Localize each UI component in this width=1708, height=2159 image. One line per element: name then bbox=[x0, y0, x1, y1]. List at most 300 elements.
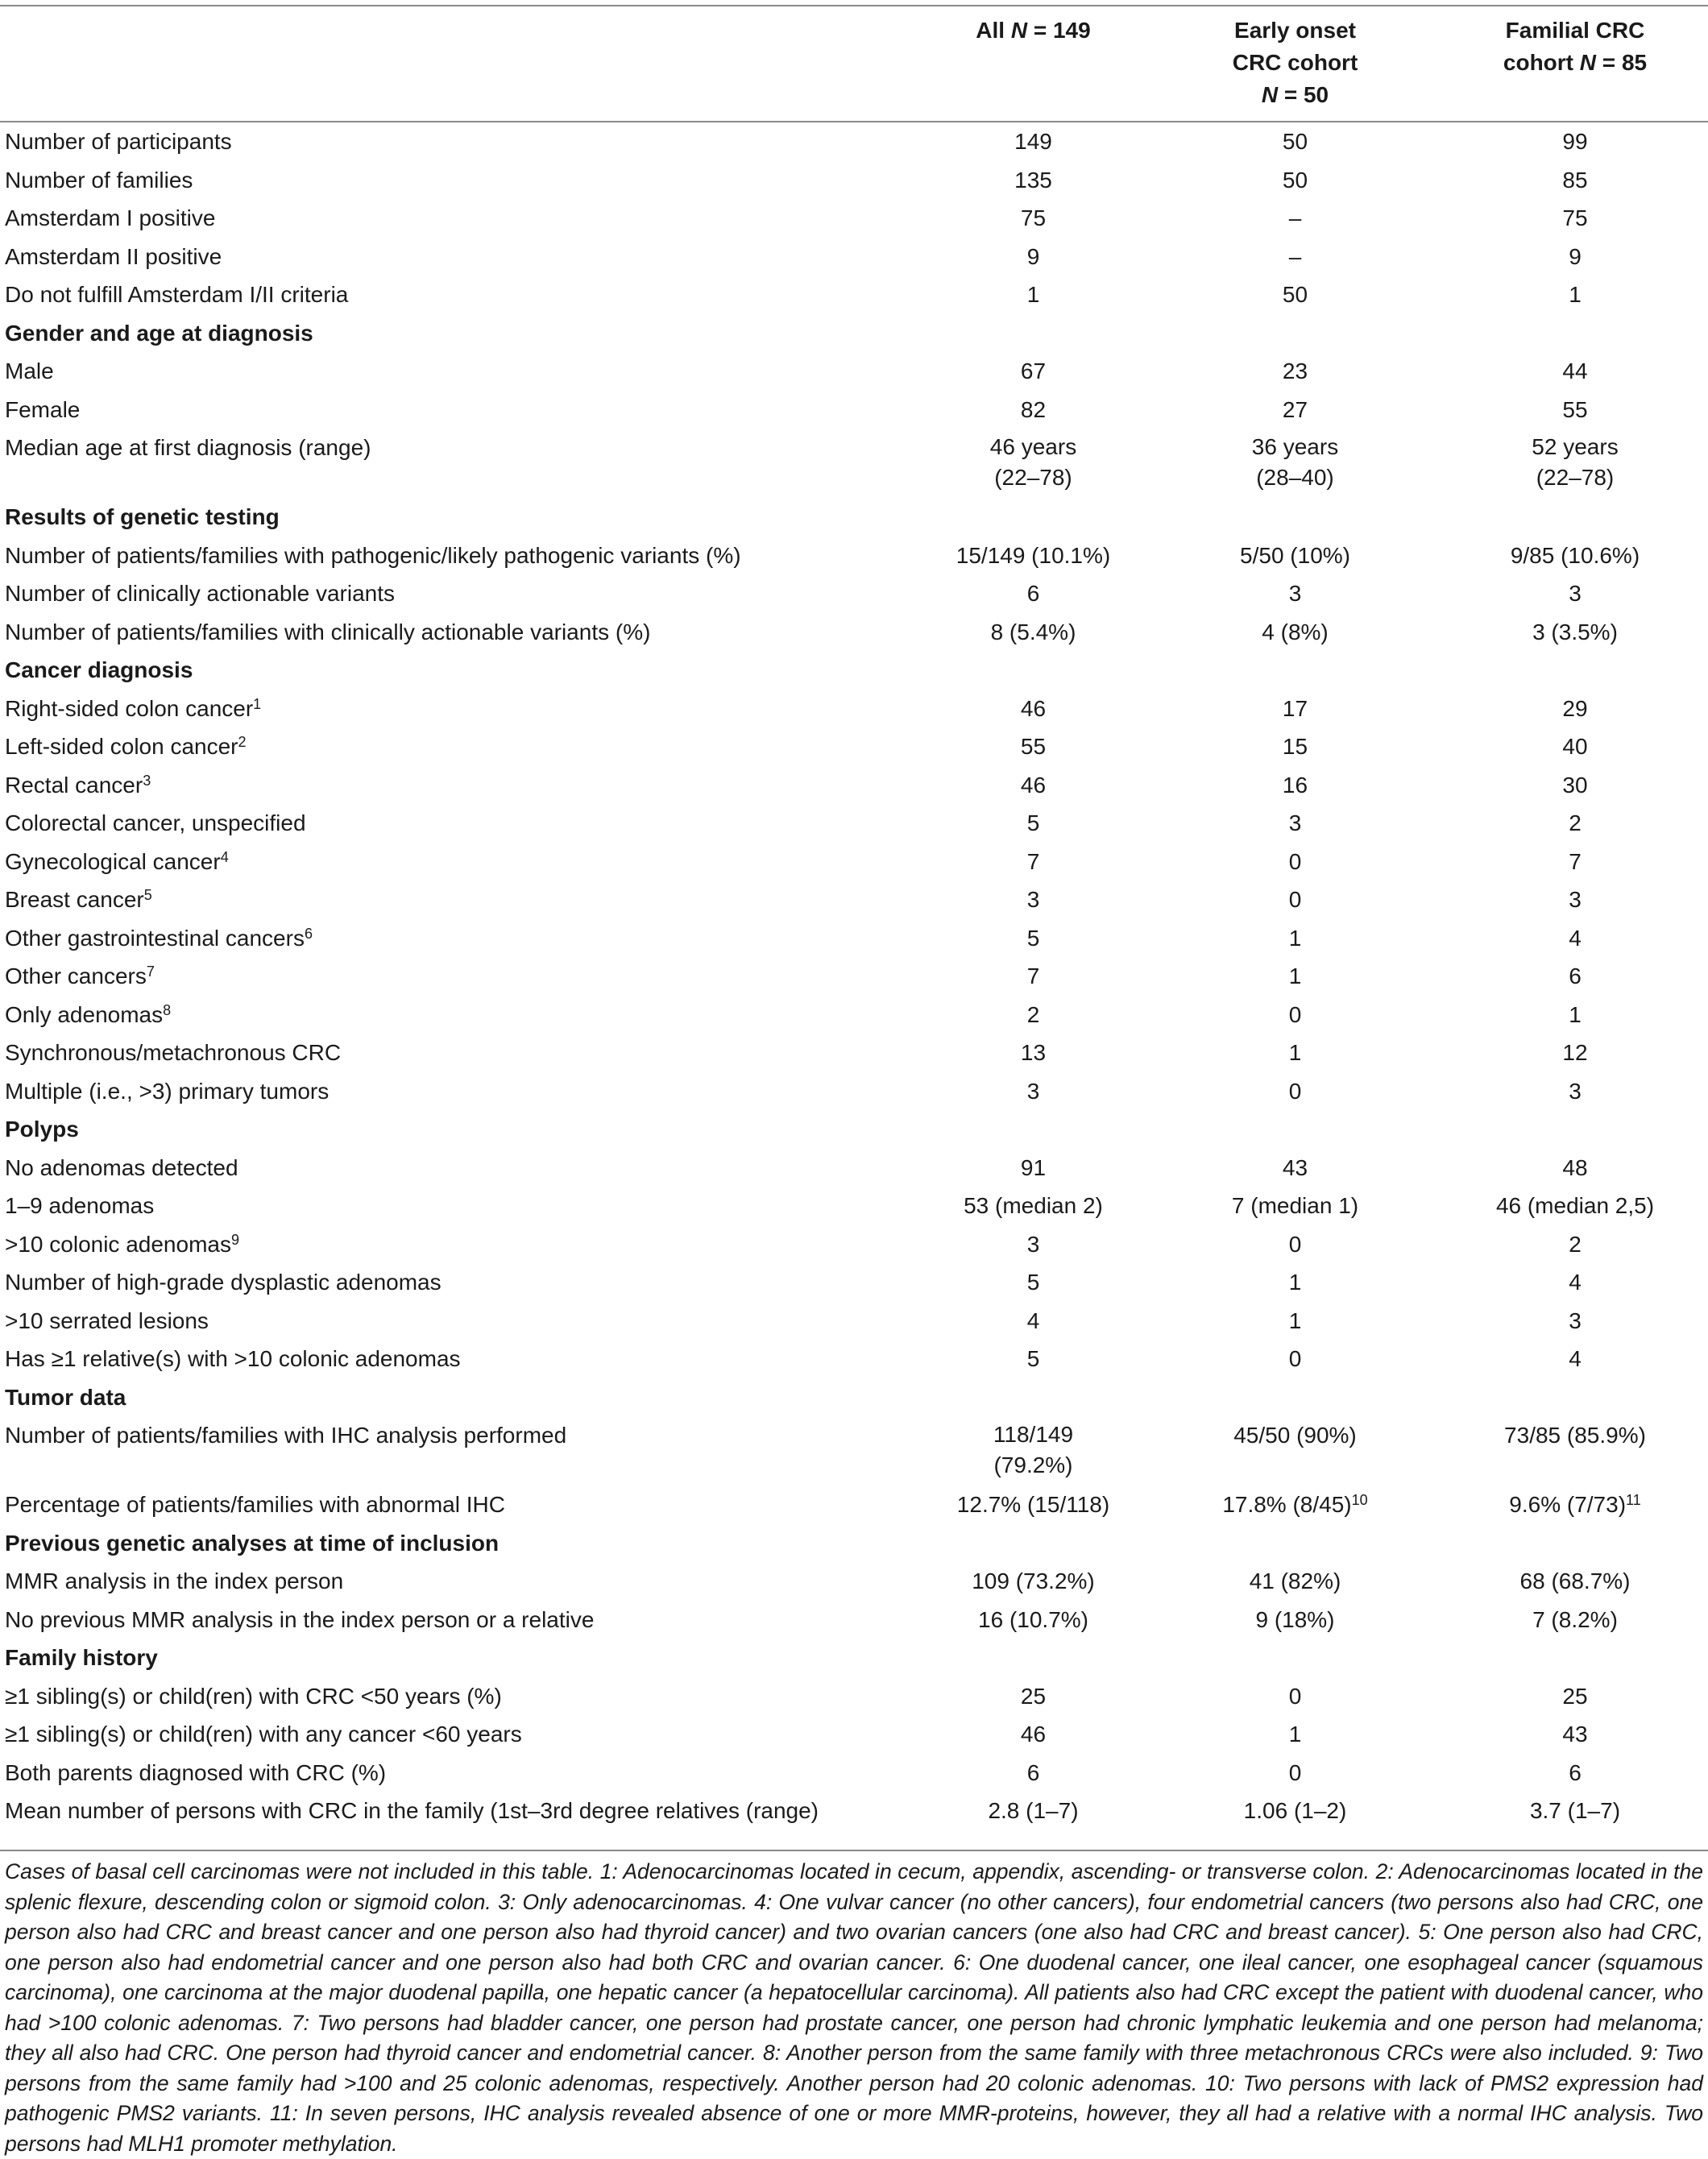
table-row bbox=[0, 574, 1708, 613]
row-label bbox=[0, 690, 918, 728]
cell-value: 30 bbox=[1562, 772, 1588, 798]
cell-all bbox=[918, 1302, 1148, 1341]
row-label-text: Previous genetic analyses at time of inclusion bbox=[5, 1530, 500, 1556]
row-label-text: Number of participants bbox=[5, 129, 232, 154]
row-label-text: Results of genetic testing bbox=[5, 504, 280, 529]
cell-value: 15 bbox=[1282, 734, 1308, 759]
cell-early-onset bbox=[1148, 1792, 1442, 1830]
cell-value: 4 (8%) bbox=[1262, 619, 1329, 644]
row-label-text: No adenomas detected bbox=[5, 1154, 238, 1180]
cell-all bbox=[918, 843, 1148, 881]
cell-all bbox=[918, 881, 1148, 919]
cell-value: 17.8% (8/45) bbox=[1222, 1492, 1352, 1517]
table-row bbox=[0, 238, 1708, 276]
cell-value: 7 bbox=[1569, 848, 1582, 874]
cell-all bbox=[918, 352, 1148, 391]
cell-familial bbox=[1442, 1754, 1708, 1792]
cell-value: 46 (median 2,5) bbox=[1495, 1193, 1655, 1218]
row-label-text: Left-sided colon cancer bbox=[5, 734, 238, 759]
cell-value: 6 bbox=[1026, 581, 1040, 606]
row-label-text: Family history bbox=[5, 1645, 158, 1670]
row-label bbox=[0, 1562, 918, 1601]
row-label-text: Number of clinically actionable variants bbox=[5, 581, 395, 606]
row-label-text: ≥1 sibling(s) or child(ren) with CRC <50 years (%) bbox=[5, 1683, 502, 1709]
header-n-symbol: N bbox=[1261, 82, 1279, 107]
cell-familial bbox=[1442, 1225, 1708, 1264]
row-label-text: Female bbox=[5, 396, 81, 422]
cell-value: 4 bbox=[1569, 1346, 1582, 1371]
row-label bbox=[0, 1187, 918, 1225]
cell-early-onset bbox=[1148, 1149, 1442, 1187]
cell-early-onset bbox=[1148, 276, 1442, 314]
cell-value: 13 bbox=[1020, 1040, 1047, 1065]
table-bottom-rule bbox=[0, 1850, 1708, 1851]
table-row bbox=[0, 537, 1708, 575]
row-label bbox=[0, 1677, 918, 1716]
cell-value: 5 bbox=[1026, 1270, 1040, 1295]
cell-familial bbox=[1442, 881, 1708, 919]
cell-value: 3 bbox=[1288, 810, 1302, 835]
row-label bbox=[0, 727, 918, 766]
cell-early-onset bbox=[1148, 996, 1442, 1034]
cell-value: 3 (3.5%) bbox=[1532, 619, 1618, 644]
cell-value: 0 bbox=[1288, 1078, 1302, 1104]
cell-value: 4 bbox=[1569, 925, 1582, 951]
cell-early-onset bbox=[1148, 613, 1442, 652]
cell-value: 75 bbox=[1020, 205, 1047, 230]
cell-value: 12.7% (15/118) bbox=[956, 1492, 1110, 1517]
row-label bbox=[0, 238, 918, 276]
header-line: Familial CRC bbox=[1505, 18, 1645, 43]
footnote-marker: 1 bbox=[253, 695, 262, 712]
cell-familial bbox=[1442, 1715, 1708, 1754]
row-label bbox=[0, 804, 918, 843]
row-label bbox=[0, 574, 918, 613]
cell-value: 118/149 (79.2%) bbox=[993, 1422, 1074, 1477]
cell-value: 1 bbox=[1569, 282, 1582, 307]
cell-familial bbox=[1442, 1601, 1708, 1639]
cell-familial bbox=[1442, 122, 1708, 161]
cell-value: 1 bbox=[1288, 963, 1302, 988]
table-body bbox=[0, 122, 1708, 1830]
cell-all bbox=[918, 919, 1148, 958]
cell-early-onset bbox=[1148, 1754, 1442, 1792]
row-label-text: Other cancers bbox=[5, 963, 147, 988]
table-row bbox=[0, 1187, 1708, 1225]
cell-value: 109 (73.2%) bbox=[972, 1568, 1095, 1593]
cell-value: 0 bbox=[1288, 1231, 1302, 1257]
cell-value: 9 (18%) bbox=[1255, 1606, 1335, 1632]
cell-value: 9 bbox=[1026, 243, 1040, 269]
cell-all bbox=[918, 804, 1148, 843]
row-label bbox=[0, 1486, 918, 1524]
cell-value: 53 (median 2) bbox=[964, 1193, 1103, 1218]
footnote-marker: 8 bbox=[163, 1001, 172, 1018]
header-line: CRC cohort bbox=[1232, 50, 1358, 75]
cell-early-onset bbox=[1148, 1340, 1442, 1378]
header-line: cohort N = 85 bbox=[1503, 50, 1648, 75]
table-top-rule bbox=[0, 5, 1708, 6]
row-label-text: Multiple (i.e., >3) primary tumors bbox=[5, 1078, 330, 1104]
cell-all bbox=[918, 537, 1148, 575]
cell-value: 4 bbox=[1026, 1307, 1040, 1333]
cell-early-onset bbox=[1148, 1677, 1442, 1716]
cell-value: 23 bbox=[1282, 358, 1308, 383]
header-label-column bbox=[0, 15, 918, 122]
cell-early-onset bbox=[1148, 766, 1442, 805]
cell-early-onset bbox=[1148, 1187, 1442, 1225]
cell-value: – bbox=[1288, 205, 1302, 230]
table-row bbox=[0, 352, 1708, 391]
row-label-text: Do not fulfill Amsterdam I/II criteria bbox=[5, 282, 349, 307]
row-label bbox=[0, 429, 918, 498]
cell-all bbox=[918, 1677, 1148, 1716]
row-label bbox=[0, 957, 918, 996]
cell-value: 2.8 (1–7) bbox=[988, 1798, 1079, 1823]
cell-value: – bbox=[1288, 243, 1302, 269]
table-row bbox=[0, 957, 1708, 996]
row-label bbox=[0, 391, 918, 429]
cell-value: 3 bbox=[1569, 1078, 1582, 1104]
cell-value: 27 bbox=[1282, 396, 1308, 422]
cell-value: 67 bbox=[1020, 358, 1047, 383]
table-row bbox=[0, 122, 1708, 161]
row-label bbox=[0, 1340, 918, 1378]
cell-early-onset bbox=[1148, 1225, 1442, 1264]
cell-value: 25 bbox=[1562, 1683, 1588, 1709]
row-label bbox=[0, 199, 918, 238]
table-row bbox=[0, 727, 1708, 766]
cell-value: 3.7 (1–7) bbox=[1529, 1798, 1621, 1823]
cell-familial bbox=[1442, 1486, 1708, 1524]
cell-value: 3 bbox=[1026, 1231, 1040, 1257]
row-label-text: MMR analysis in the index person bbox=[5, 1568, 344, 1593]
cell-all bbox=[918, 1034, 1148, 1072]
row-label bbox=[0, 1792, 918, 1830]
cell-all bbox=[918, 1149, 1148, 1187]
cell-value: 1 bbox=[1288, 925, 1302, 951]
cell-all bbox=[918, 690, 1148, 728]
table-row bbox=[0, 690, 1708, 728]
footnote-marker: 2 bbox=[238, 734, 247, 750]
cell-all bbox=[918, 1562, 1148, 1601]
cell-all bbox=[918, 1715, 1148, 1754]
cell-early-onset bbox=[1148, 161, 1442, 200]
row-label bbox=[0, 1601, 918, 1639]
row-label-text: Colorectal cancer, unspecified bbox=[5, 810, 306, 835]
cell-value: 46 bbox=[1020, 695, 1047, 721]
cell-value: 0 bbox=[1288, 1346, 1302, 1371]
table-row bbox=[0, 804, 1708, 843]
cell-value: 7 (8.2%) bbox=[1532, 1606, 1618, 1632]
header-n-symbol: N bbox=[1010, 18, 1028, 43]
cell-value: 45/50 (90%) bbox=[1233, 1423, 1357, 1448]
footnote-marker: 4 bbox=[220, 848, 229, 865]
table-row bbox=[0, 161, 1708, 200]
cell-all bbox=[918, 613, 1148, 652]
cell-value: 1 bbox=[1569, 1001, 1582, 1027]
cell-value: 36 years (28–40) bbox=[1251, 434, 1339, 490]
cell-familial bbox=[1442, 352, 1708, 391]
cell-value: 1 bbox=[1288, 1270, 1302, 1295]
cell-value: 7 (median 1) bbox=[1231, 1193, 1359, 1218]
row-label bbox=[0, 919, 918, 958]
row-label-text: Number of patients/families with pathogenic/likely pathogenic variants (%) bbox=[5, 542, 741, 568]
cell-value: 1 bbox=[1288, 1040, 1302, 1065]
cell-all bbox=[918, 429, 1148, 498]
row-label-text: Tumor data bbox=[5, 1384, 126, 1410]
cell-familial bbox=[1442, 843, 1708, 881]
row-label bbox=[0, 843, 918, 881]
cell-value: 0 bbox=[1288, 1683, 1302, 1709]
footnote-marker: 3 bbox=[143, 772, 151, 789]
cell-familial bbox=[1442, 1302, 1708, 1341]
cell-value: 7 bbox=[1026, 848, 1040, 874]
cell-familial bbox=[1442, 276, 1708, 314]
cell-all bbox=[918, 1486, 1148, 1524]
cell-value: 46 bbox=[1020, 1722, 1047, 1747]
cell-value: 43 bbox=[1282, 1154, 1308, 1180]
section-title bbox=[0, 498, 1708, 537]
row-label-text: >10 colonic adenomas bbox=[5, 1231, 231, 1257]
cell-value: 85 bbox=[1562, 167, 1588, 193]
table-row bbox=[0, 1072, 1708, 1111]
cell-early-onset bbox=[1148, 199, 1442, 238]
cell-value: 3 bbox=[1288, 581, 1302, 606]
cell-value: 52 years (22–78) bbox=[1532, 434, 1619, 490]
row-label-text: No previous MMR analysis in the index person or a relative bbox=[5, 1606, 595, 1632]
cell-value: 6 bbox=[1569, 963, 1582, 988]
cell-familial bbox=[1442, 919, 1708, 958]
table-row bbox=[0, 1416, 1708, 1486]
cell-value: 4 bbox=[1569, 1270, 1582, 1295]
table-header-row bbox=[0, 15, 1708, 122]
cell-early-onset bbox=[1148, 1263, 1442, 1302]
cell-value: 43 bbox=[1562, 1722, 1588, 1747]
row-label-text: Has ≥1 relative(s) with >10 colonic adenomas bbox=[5, 1346, 461, 1371]
cell-familial bbox=[1442, 199, 1708, 238]
cell-all bbox=[918, 1792, 1148, 1830]
cell-value: 5 bbox=[1026, 1346, 1040, 1371]
table-row bbox=[0, 843, 1708, 881]
cell-value: 55 bbox=[1020, 734, 1047, 759]
cell-early-onset bbox=[1148, 881, 1442, 919]
cell-all bbox=[918, 1416, 1148, 1486]
cell-early-onset bbox=[1148, 1072, 1442, 1111]
row-label-text: Both parents diagnosed with CRC (%) bbox=[5, 1759, 387, 1785]
cell-value: 29 bbox=[1562, 695, 1588, 721]
cell-value: 9 bbox=[1569, 243, 1582, 269]
cell-early-onset bbox=[1148, 1715, 1442, 1754]
section-header-row bbox=[0, 1639, 1708, 1677]
cell-value: 91 bbox=[1020, 1154, 1047, 1180]
cell-value: 44 bbox=[1562, 358, 1588, 383]
row-label-text: Amsterdam II positive bbox=[5, 243, 222, 269]
row-label-text: Polyps bbox=[5, 1117, 79, 1142]
row-label-text: Percentage of patients/families with abnormal IHC bbox=[5, 1492, 505, 1517]
row-label bbox=[0, 1715, 918, 1754]
row-label bbox=[0, 161, 918, 200]
row-label-text: Number of patients/families with clinically actionable variants (%) bbox=[5, 619, 651, 644]
cell-value: 68 (68.7%) bbox=[1519, 1568, 1631, 1593]
row-label bbox=[0, 1416, 918, 1486]
cell-familial bbox=[1442, 1792, 1708, 1830]
cell-value: 50 bbox=[1282, 129, 1308, 154]
cell-familial bbox=[1442, 574, 1708, 613]
row-label-text: Rectal cancer bbox=[5, 772, 143, 798]
header-all bbox=[918, 15, 1148, 122]
cell-value: 5/50 (10%) bbox=[1240, 542, 1350, 568]
cell-familial bbox=[1442, 996, 1708, 1034]
cell-early-onset bbox=[1148, 1416, 1442, 1486]
row-label-text: Gender and age at diagnosis bbox=[5, 320, 313, 346]
row-label-text: Number of high-grade dysplastic adenomas bbox=[5, 1270, 442, 1295]
cell-value: 50 bbox=[1282, 167, 1308, 193]
row-label bbox=[0, 276, 918, 314]
table-row bbox=[0, 919, 1708, 958]
table-row bbox=[0, 766, 1708, 805]
cell-value: 9.6% (7/73) bbox=[1509, 1492, 1627, 1517]
cell-value: 5 bbox=[1026, 925, 1040, 951]
cell-value: 73/85 (85.9%) bbox=[1504, 1423, 1646, 1448]
cell-familial bbox=[1442, 161, 1708, 200]
row-label bbox=[0, 1263, 918, 1302]
cell-all bbox=[918, 957, 1148, 996]
cell-value: 1 bbox=[1288, 1722, 1302, 1747]
cell-familial bbox=[1442, 1677, 1708, 1716]
row-label bbox=[0, 766, 918, 805]
cell-early-onset bbox=[1148, 352, 1442, 391]
cell-familial bbox=[1442, 727, 1708, 766]
footnote-marker: 5 bbox=[143, 887, 152, 903]
cell-value: 46 years (22–78) bbox=[989, 434, 1077, 490]
section-title bbox=[0, 1639, 1708, 1677]
cell-value: 135 bbox=[1014, 167, 1052, 193]
section-header-row bbox=[0, 1378, 1708, 1417]
header-line: All N = 149 bbox=[976, 18, 1091, 43]
cell-familial bbox=[1442, 957, 1708, 996]
row-label-text: 1–9 adenomas bbox=[5, 1193, 155, 1218]
section-title bbox=[0, 314, 1708, 353]
cell-value: 1 bbox=[1026, 282, 1040, 307]
cell-value: 15/149 (10.1%) bbox=[956, 542, 1111, 568]
table-row bbox=[0, 1149, 1708, 1187]
cell-value: 149 bbox=[1014, 129, 1052, 154]
footnote-marker: 10 bbox=[1351, 1492, 1368, 1508]
row-label-text: Cancer diagnosis bbox=[5, 657, 193, 682]
table-row bbox=[0, 1677, 1708, 1716]
cell-value: 41 (82%) bbox=[1249, 1568, 1341, 1593]
row-label-text: Only adenomas bbox=[5, 1001, 164, 1027]
row-label bbox=[0, 537, 918, 575]
table-row bbox=[0, 199, 1708, 238]
table-row bbox=[0, 613, 1708, 652]
cell-all bbox=[918, 122, 1148, 161]
table-row bbox=[0, 1754, 1708, 1792]
row-label bbox=[0, 881, 918, 919]
cell-value: 3 bbox=[1569, 581, 1582, 606]
table-row bbox=[0, 881, 1708, 919]
row-label-text: Male bbox=[5, 358, 54, 383]
footnote-marker: 7 bbox=[146, 963, 155, 980]
cell-value: 75 bbox=[1562, 205, 1588, 230]
cell-value: 1.06 (1–2) bbox=[1243, 1798, 1347, 1823]
section-header-row bbox=[0, 1524, 1708, 1563]
row-label-text: Breast cancer bbox=[5, 887, 144, 912]
cell-early-onset bbox=[1148, 1562, 1442, 1601]
cell-value: 3 bbox=[1569, 1307, 1582, 1333]
cell-value: 16 (10.7%) bbox=[978, 1606, 1088, 1632]
cell-value: 9/85 (10.6%) bbox=[1510, 542, 1640, 568]
section-header-row bbox=[0, 314, 1708, 353]
section-title bbox=[0, 1110, 1708, 1149]
cell-early-onset bbox=[1148, 957, 1442, 996]
cell-value: 40 bbox=[1562, 734, 1588, 759]
row-label bbox=[0, 1225, 918, 1264]
cell-value: 25 bbox=[1020, 1683, 1047, 1709]
row-label-text: ≥1 sibling(s) or child(ren) with any cancer <60 years bbox=[5, 1722, 522, 1747]
cell-all bbox=[918, 391, 1148, 429]
cell-value: 0 bbox=[1288, 1001, 1302, 1027]
cell-early-onset bbox=[1148, 1302, 1442, 1341]
cell-value: 50 bbox=[1282, 282, 1308, 307]
row-label-text: Synchronous/metachronous CRC bbox=[5, 1040, 342, 1065]
footnote-marker: 11 bbox=[1626, 1492, 1641, 1508]
cell-value: 6 bbox=[1569, 1759, 1582, 1785]
cell-value: 99 bbox=[1562, 129, 1588, 154]
row-label bbox=[0, 613, 918, 652]
cell-all bbox=[918, 238, 1148, 276]
cell-all bbox=[918, 996, 1148, 1034]
cell-value: 17 bbox=[1282, 695, 1308, 721]
section-title bbox=[0, 1378, 1708, 1417]
cell-familial bbox=[1442, 537, 1708, 575]
row-label bbox=[0, 996, 918, 1034]
cell-familial bbox=[1442, 391, 1708, 429]
header-line: N = 50 bbox=[1261, 82, 1329, 107]
cell-value: 16 bbox=[1282, 772, 1308, 798]
row-label-text: Right-sided colon cancer bbox=[5, 695, 254, 721]
table-row bbox=[0, 1263, 1708, 1302]
table-row bbox=[0, 1601, 1708, 1639]
cell-familial bbox=[1442, 1562, 1708, 1601]
cell-value: 12 bbox=[1562, 1040, 1588, 1065]
row-label-text: Amsterdam I positive bbox=[5, 205, 216, 230]
header-early-onset bbox=[1148, 15, 1442, 122]
row-label bbox=[0, 1149, 918, 1187]
cell-all bbox=[918, 1225, 1148, 1264]
cell-value: 82 bbox=[1020, 396, 1047, 422]
cell-all bbox=[918, 1754, 1148, 1792]
footnote-marker: 6 bbox=[304, 925, 313, 942]
cell-familial bbox=[1442, 1187, 1708, 1225]
table-row bbox=[0, 1715, 1708, 1754]
cell-familial bbox=[1442, 766, 1708, 805]
row-label bbox=[0, 1034, 918, 1072]
cell-familial bbox=[1442, 1340, 1708, 1378]
cell-value: 2 bbox=[1569, 810, 1582, 835]
cell-early-onset bbox=[1148, 1486, 1442, 1524]
cell-all bbox=[918, 1187, 1148, 1225]
cell-early-onset bbox=[1148, 429, 1442, 498]
cell-value: 8 (5.4%) bbox=[990, 619, 1076, 644]
cell-all bbox=[918, 1263, 1148, 1302]
cell-familial bbox=[1442, 1263, 1708, 1302]
cell-early-onset bbox=[1148, 1601, 1442, 1639]
table-row bbox=[0, 429, 1708, 498]
cell-early-onset bbox=[1148, 804, 1442, 843]
cell-early-onset bbox=[1148, 919, 1442, 958]
